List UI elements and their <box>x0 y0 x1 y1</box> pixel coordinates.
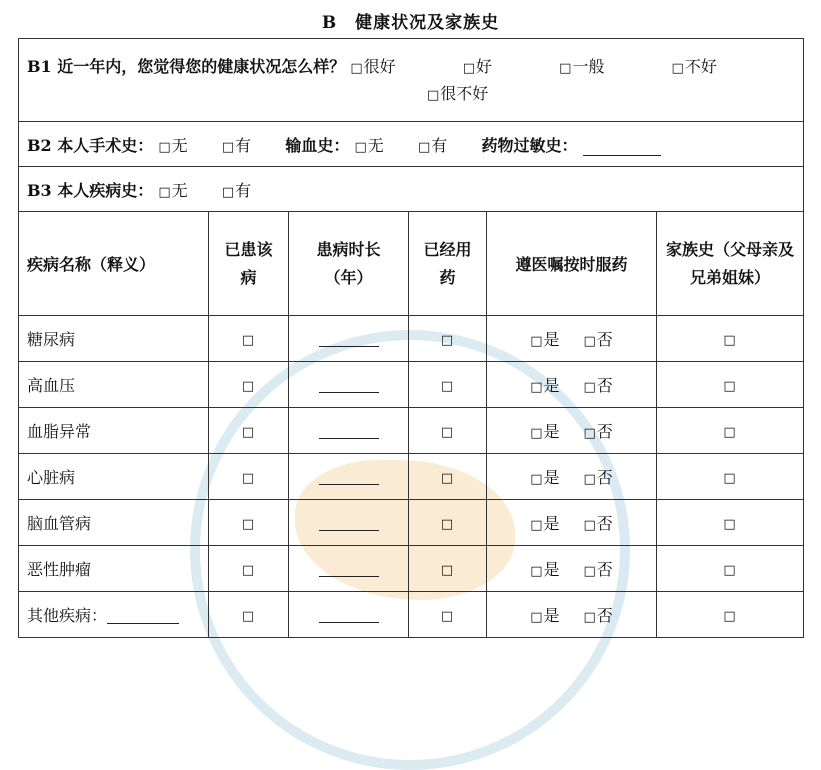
b2-surgery-label: B2 本人手术史： <box>27 135 154 155</box>
disease-name: 其他疾病： <box>27 606 108 625</box>
family-history-checkbox[interactable] <box>723 329 736 348</box>
adherence-yes[interactable]: □ 是 <box>530 330 559 349</box>
has-disease-checkbox[interactable] <box>242 605 255 624</box>
medication-checkbox[interactable] <box>441 513 454 532</box>
duration-blank[interactable] <box>319 608 379 623</box>
adherence-no[interactable]: □ 否 <box>584 422 613 441</box>
adherence-yes[interactable]: □ 是 <box>530 468 559 487</box>
b1-option-bad[interactable]: □ 不好 <box>672 54 717 82</box>
adherence-no[interactable]: □ 否 <box>584 514 613 533</box>
header-adherence: 遵医嘱按时服药 <box>487 212 657 316</box>
header-medication: 已经用药 <box>409 212 487 316</box>
b3-label: B3 本人疾病史： <box>27 180 154 200</box>
adherence-no[interactable]: □ 否 <box>584 468 613 487</box>
b1-option-very-good[interactable]: □ 很好 <box>350 54 395 82</box>
disease-name: 血脂异常 <box>19 408 209 454</box>
has-disease-checkbox[interactable] <box>242 375 255 394</box>
adherence-yes[interactable]: □ 是 <box>530 514 559 533</box>
duration-blank[interactable] <box>319 424 379 439</box>
table-row <box>19 592 804 638</box>
table-row <box>19 454 804 500</box>
b2-transfusion-yes[interactable]: □ 有 <box>418 136 447 155</box>
health-form-table <box>18 38 804 638</box>
medication-checkbox[interactable] <box>441 467 454 486</box>
adherence-yes[interactable]: □ 是 <box>530 560 559 579</box>
has-disease-checkbox[interactable] <box>242 467 255 486</box>
b2-transfusion-no[interactable]: □ 无 <box>354 136 383 155</box>
adherence-yes[interactable]: □ 是 <box>530 376 559 395</box>
other-disease-blank[interactable] <box>107 609 179 624</box>
duration-blank[interactable] <box>319 332 379 347</box>
b2-row <box>19 122 804 167</box>
has-disease-checkbox[interactable] <box>242 329 255 348</box>
duration-blank[interactable] <box>319 562 379 577</box>
b3-no[interactable]: □ 无 <box>158 181 187 200</box>
table-row <box>19 546 804 592</box>
b1-row <box>19 39 804 122</box>
family-history-checkbox[interactable] <box>723 605 736 624</box>
medication-checkbox[interactable] <box>441 421 454 440</box>
b2-allergy-label: 药物过敏史： <box>481 135 578 155</box>
family-history-checkbox[interactable] <box>723 513 736 532</box>
adherence-no[interactable]: □ 否 <box>584 560 613 579</box>
family-history-checkbox[interactable] <box>723 421 736 440</box>
disease-name: 糖尿病 <box>19 316 209 362</box>
medication-checkbox[interactable] <box>441 559 454 578</box>
adherence-no[interactable]: □ 否 <box>584 376 613 395</box>
family-history-checkbox[interactable] <box>723 375 736 394</box>
b1-option-good[interactable]: □ 好 <box>463 54 492 82</box>
table-row <box>19 500 804 546</box>
table-row <box>19 408 804 454</box>
section-title: B 健康状况及家族史 <box>321 13 500 33</box>
header-disease-name: 疾病名称（释义） <box>19 212 209 316</box>
family-history-checkbox[interactable] <box>723 467 736 486</box>
b2-surgery-yes[interactable]: □ 有 <box>222 136 251 155</box>
disease-name: 高血压 <box>19 362 209 408</box>
adherence-no[interactable]: □ 否 <box>584 330 613 349</box>
has-disease-checkbox[interactable] <box>242 421 255 440</box>
duration-blank[interactable] <box>319 516 379 531</box>
header-has-disease: 已患该病 <box>209 212 289 316</box>
table-row <box>19 362 804 408</box>
b1-option-average[interactable]: □ 一般 <box>559 54 604 82</box>
header-family-history: 家族史（父母亲及兄弟姐妹） <box>657 212 804 316</box>
b3-row <box>19 167 804 212</box>
duration-blank[interactable] <box>319 378 379 393</box>
b1-question: B1 近一年内，您觉得您的健康状况怎么样？ <box>27 57 346 76</box>
medication-checkbox[interactable] <box>441 605 454 624</box>
adherence-yes[interactable]: □ 是 <box>530 606 559 625</box>
b2-surgery-no[interactable]: □ 无 <box>158 136 187 155</box>
family-history-checkbox[interactable] <box>723 559 736 578</box>
b2-allergy-blank[interactable] <box>583 139 661 156</box>
disease-name: 心脏病 <box>19 454 209 500</box>
b1-option-very-bad[interactable]: □ 很不好 <box>427 82 488 108</box>
medication-checkbox[interactable] <box>441 375 454 394</box>
disease-name: 恶性肿瘤 <box>19 546 209 592</box>
adherence-yes[interactable]: □ 是 <box>530 422 559 441</box>
table-row <box>19 316 804 362</box>
b2-transfusion-label: 输血史： <box>285 135 350 155</box>
duration-blank[interactable] <box>319 470 379 485</box>
disease-table-header <box>19 212 804 316</box>
has-disease-checkbox[interactable] <box>242 513 255 532</box>
adherence-no[interactable]: □ 否 <box>584 606 613 625</box>
medication-checkbox[interactable] <box>441 329 454 348</box>
b3-yes[interactable]: □ 有 <box>222 181 251 200</box>
disease-name: 脑血管病 <box>19 500 209 546</box>
has-disease-checkbox[interactable] <box>242 559 255 578</box>
header-duration: 患病时长（年） <box>289 212 409 316</box>
